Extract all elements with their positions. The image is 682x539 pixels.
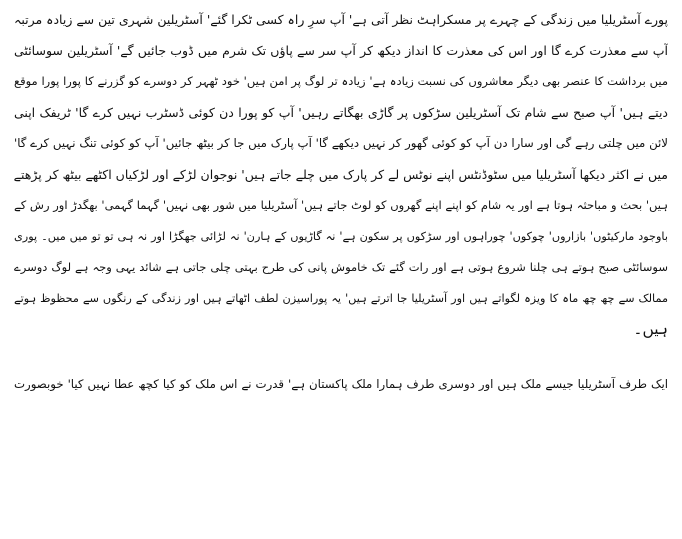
text-line: ایک طرف آسٹریلیا جیسے ملک ہیں اور دوسری طرف ہمارا ملک پاکستان ہے' قدرت نے اس ملک کو کیا کچھ عطا نہیں کیا' خوبصورت	[14, 377, 668, 391]
text-line: ہیں' بحث و مباحثہ ہوتا ہے اور یہ شام کو اپنے اپنے گھروں کو لوٹ جاتے ہیں' آسٹریلیا میں شور بھی نہیں' گہما گہمی' بھگدڑ اور رش کے	[14, 198, 668, 212]
paragraph-gap	[14, 345, 668, 369]
text-line: باوجود مارکیٹوں' بازاروں' چوکوں' چوراہوں اور سڑکوں پر سکون ہے' نہ گاڑیوں کے ہارن' نہ لڑائی جھگڑا اور نہ ہی تو تو میں میں۔ پوری	[14, 230, 668, 243]
paragraph-1	[14, 4, 668, 345]
text-line: میں برداشت کا عنصر بھی دیگر معاشروں کی نسبت زیادہ ہے' زیادہ تر لوگ پر امن ہیں' خود ٹھہر کر دوسرے کو گزرنے کا پورا پورا موقع	[14, 74, 668, 88]
text-line: آپ سے معذرت کرے گا اور اس کی معذرت کا انداز دیکھ کر آپ سر سے پاؤں تک شرم میں ڈوب جائیں گے' آسٹریلین سوسائٹی	[14, 43, 668, 58]
text-line: لائن میں چلتی رہے گی اور سارا دن آپ کو کوئی گھور کر نہیں دیکھے گا' آپ پارک میں جا کر بیٹھ جائیں' آپ کو کوئی تنگ نہیں کرے گا'	[14, 136, 668, 150]
text-line: ممالک سے چھ چھ ماہ کا ویزہ لگواتے ہیں اور آسٹریلیا جا اترتے ہیں' یہ پوراسیزن لطف اٹھاتے ہیں اور زندگی کے رنگوں سے محظوظ ہوتے	[14, 292, 668, 305]
text-line: پورے آسٹریلیا میں زندگی کے چہرے پر مسکراہٹ نظر آتی ہے' آپ سرِ راہ کسی ٹکرا گئے' آسٹریلین شہری تین سے زیادہ مرتبہ	[14, 12, 668, 27]
text-line: دیتے ہیں' آپ صبح سے شام تک آسٹریلین سڑکوں پر گاڑی بھگاتے رہیں' آپ کو پورا دن کوئی ڈسٹرب نہیں کرے گا' ٹریفک اپنی	[14, 105, 668, 120]
text-line: میں نے اکثر دیکھا آسٹریلیا میں سٹوڈنٹس اپنے نوٹس لے کر پارک میں چلے جاتے ہیں' نوجوان لڑکے اور لڑکیاں اکٹھے بیٹھ کر پڑھتے	[14, 167, 668, 182]
paragraph-2	[14, 369, 668, 400]
text-line-last: ہیں۔	[633, 320, 668, 338]
text-line: سوسائٹی صبح ہوتے ہی چلنا شروع ہوتی ہے اور رات گئے تک خاموش پانی کی طرح بہتی چلی جاتی ہے شائد یہی وجہ ہے لوگ دوسرے	[14, 260, 668, 274]
